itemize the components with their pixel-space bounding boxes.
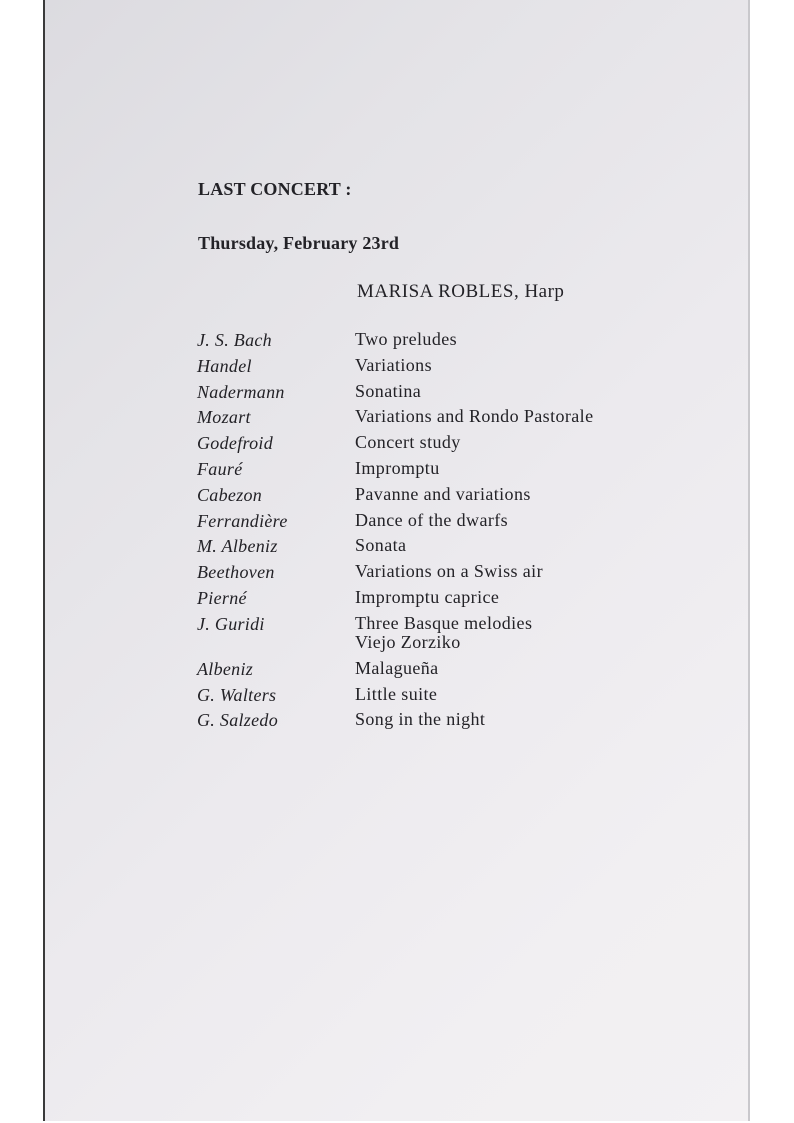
programme-item bbox=[197, 511, 717, 537]
work: Malagueña bbox=[355, 657, 439, 678]
programme-item bbox=[197, 536, 717, 562]
composer: Albeniz bbox=[197, 658, 254, 679]
programme-item bbox=[197, 433, 717, 459]
work: Impromptu bbox=[355, 457, 440, 478]
composer: G. Walters bbox=[197, 684, 277, 705]
program-page bbox=[43, 0, 750, 1121]
composer: Cabezon bbox=[197, 484, 263, 505]
work: Variations on a Swiss air bbox=[355, 561, 543, 582]
composer: G. Salzedo bbox=[197, 710, 278, 731]
work: Two preludes bbox=[355, 329, 458, 349]
work: Song in the night bbox=[355, 709, 486, 730]
programme-item bbox=[197, 659, 717, 685]
composer: Ferrandière bbox=[197, 510, 288, 531]
programme-item bbox=[197, 710, 717, 736]
composer: Nadermann bbox=[197, 381, 285, 402]
composer: Fauré bbox=[197, 458, 243, 479]
work: Impromptu caprice bbox=[355, 586, 500, 607]
programme-item bbox=[197, 485, 717, 511]
programme-item bbox=[197, 685, 717, 711]
concert-date: Thursday, February 23rd bbox=[198, 233, 400, 253]
page-left-edge bbox=[43, 0, 45, 1121]
programme-item bbox=[197, 382, 717, 408]
work: Little suite bbox=[355, 683, 438, 704]
composer: Beethoven bbox=[197, 562, 275, 583]
composer: Mozart bbox=[197, 407, 251, 428]
programme-item bbox=[197, 588, 717, 614]
programme-item bbox=[197, 459, 717, 485]
work: Sonata bbox=[355, 535, 407, 556]
programme-list bbox=[197, 330, 717, 736]
composer: Godefroid bbox=[197, 433, 274, 454]
page-content bbox=[43, 0, 750, 1121]
composer: M. Albeniz bbox=[197, 536, 278, 557]
composer: Handel bbox=[197, 355, 252, 376]
composer: J. S. Bach bbox=[197, 330, 272, 350]
performer: MARISA ROBLES, Harp bbox=[357, 281, 565, 302]
work-line: Viejo Zorziko bbox=[355, 631, 461, 652]
composer: J. Guridi bbox=[197, 613, 265, 634]
programme-item bbox=[197, 356, 717, 382]
work: Pavanne and variations bbox=[355, 483, 531, 504]
work: Sonatina bbox=[355, 380, 422, 401]
work-line: Three Basque melodies bbox=[355, 612, 533, 633]
work: Variations bbox=[355, 354, 432, 375]
page-right-edge bbox=[748, 0, 750, 1121]
last-concert-heading: LAST CONCERT : bbox=[198, 179, 352, 199]
work: Dance of the dwarfs bbox=[355, 509, 509, 530]
programme-item bbox=[197, 562, 717, 588]
work: Concert study bbox=[355, 432, 461, 453]
work: Variations and Rondo Pastorale bbox=[355, 406, 594, 427]
programme-item bbox=[197, 330, 717, 356]
programme-item bbox=[197, 614, 717, 659]
work bbox=[355, 614, 532, 652]
composer: Pierné bbox=[197, 587, 247, 608]
programme-item bbox=[197, 407, 717, 433]
